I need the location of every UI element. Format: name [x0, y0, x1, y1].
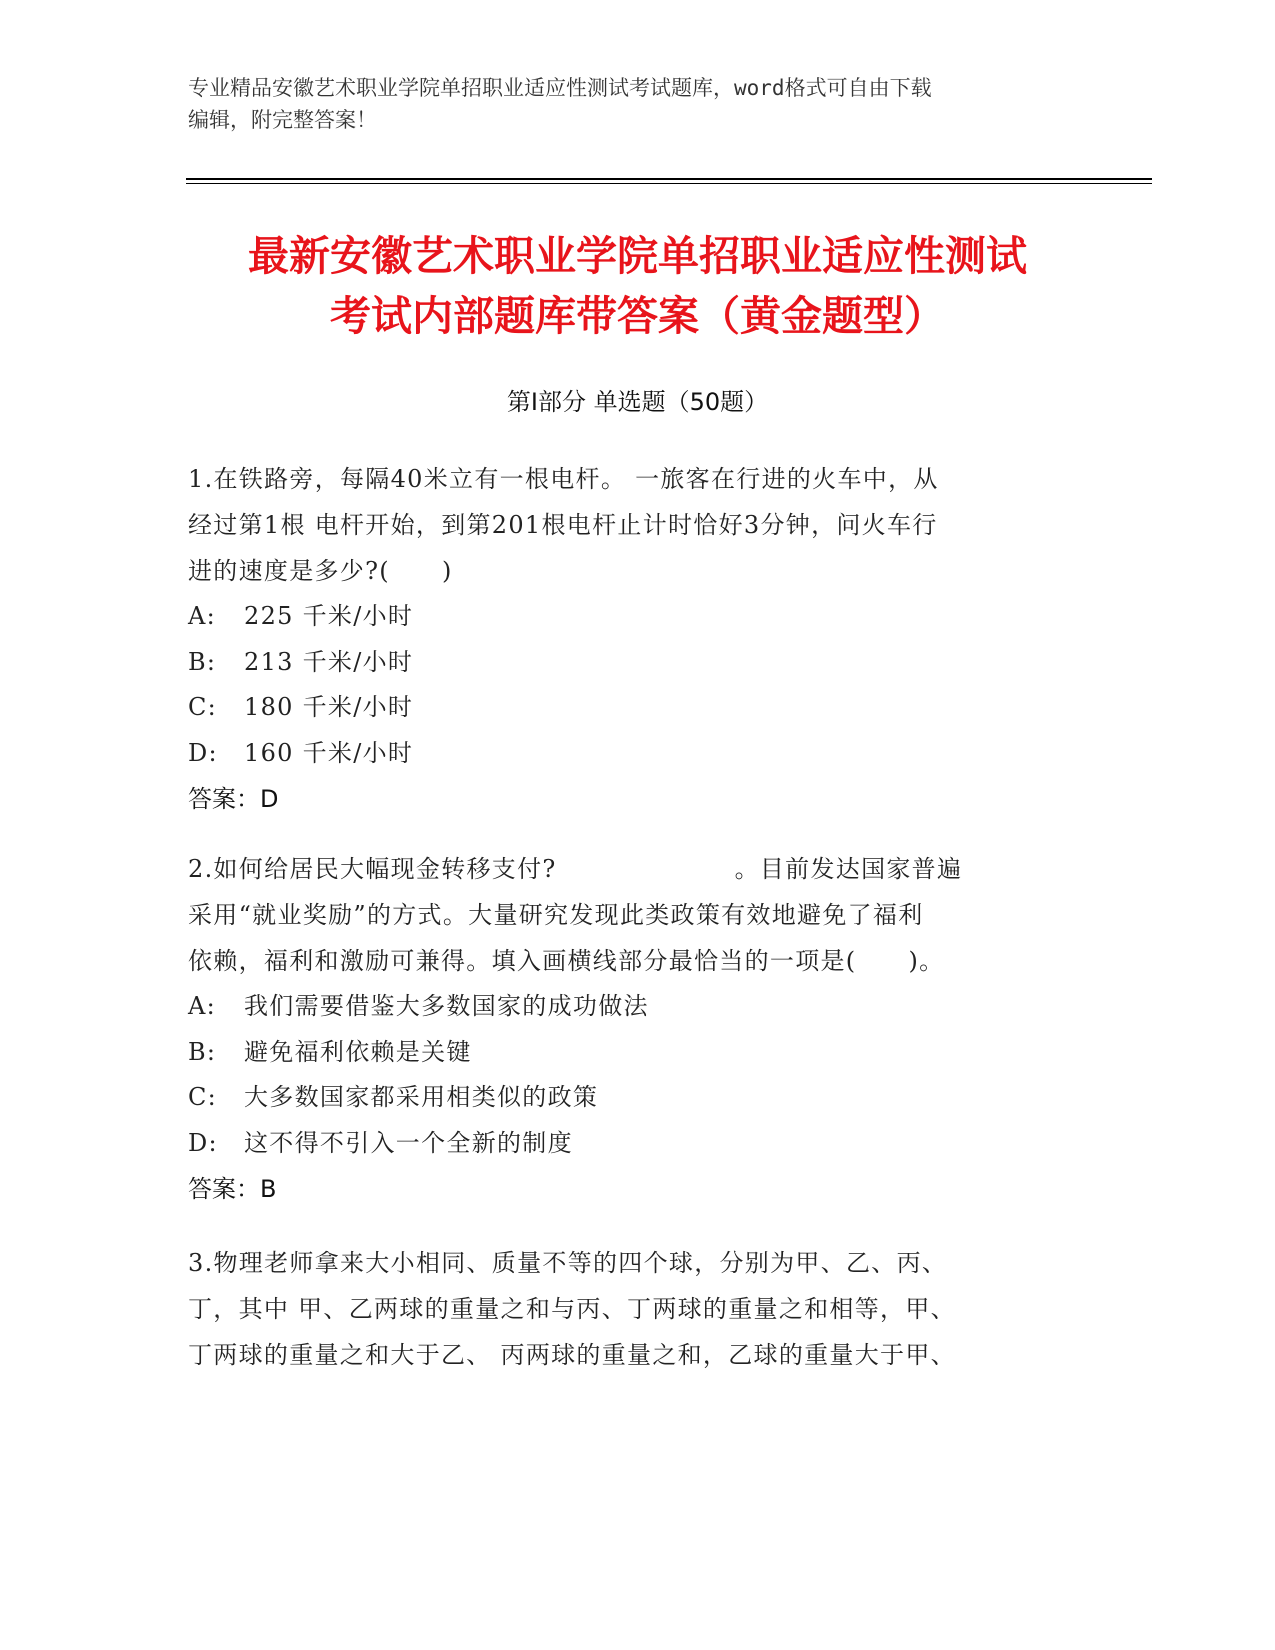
question-3: [188, 1240, 1068, 1378]
option-letter: D:: [188, 738, 218, 767]
option-letter: C:: [188, 1083, 218, 1111]
option-text: 我们需要借鉴大多数国家的成功做法: [244, 992, 649, 1020]
option-letter: A:: [188, 602, 217, 630]
option-text: 大多数国家都采用相类似的政策: [244, 1083, 599, 1111]
document-title: [120, 226, 1155, 346]
question-1-line-3-end: ): [441, 557, 453, 585]
header-rule-thin: [186, 183, 1152, 184]
header-note-line-1: 专业精品安徽艺术职业学院单招职业适应性测试考试题库，word格式可自由下载: [188, 76, 932, 100]
option-text: 180 千米/小时: [244, 693, 414, 721]
question-2-line-3: [188, 938, 1068, 984]
question-2-line-3-end: )。: [908, 947, 945, 975]
question-2-line-1-end: 。目前发达国家普遍: [734, 855, 963, 883]
question-3-line-2: 丁，其中 甲、乙两球的重量之和与丙、丁两球的重量之和相等，甲、: [188, 1295, 956, 1323]
question-2-answer: 答案：B: [188, 1175, 277, 1203]
question-3-line-1: 3.物理老师拿来大小相同、质量不等的四个球，分别为甲、乙、丙、: [188, 1249, 948, 1277]
question-2-option-a: [188, 984, 1068, 1030]
question-2-line-2: 采用“就业奖励”的方式。大量研究发现此类政策有效地避免了福利: [188, 901, 924, 929]
question-1-option-d: [188, 731, 1068, 777]
header-note-line-2: 编辑，附完整答案！: [188, 108, 377, 132]
option-text: 160 千米/小时: [244, 738, 414, 767]
question-2-option-b: [188, 1030, 1068, 1076]
header-note: [188, 72, 1088, 136]
option-letter: B:: [188, 1037, 217, 1066]
option-text: 225 千米/小时: [244, 602, 414, 630]
question-1-option-b: [188, 640, 1068, 686]
header-rule-thick: [186, 178, 1152, 180]
question-2-option-d: [188, 1121, 1068, 1167]
option-letter: B:: [188, 647, 217, 676]
option-text: 这不得不引入一个全新的制度: [244, 1128, 573, 1157]
question-2-option-c: [188, 1075, 1068, 1121]
option-letter: A:: [188, 992, 217, 1020]
question-2-line-1: [188, 846, 1068, 892]
question-1-answer: 答案：D: [188, 785, 279, 813]
question-2-line-1-text: 2.如何给居民大幅现金转移支付?: [188, 855, 557, 883]
section-heading: 第Ⅰ部分 单选题（50题）: [506, 388, 769, 416]
question-1-line-1: 1.在铁路旁，每隔40米立有一根电杆。 一旅客在行进的火车中，从: [188, 465, 939, 493]
question-1-line-3: [188, 548, 1068, 594]
option-letter: C:: [188, 693, 218, 721]
option-text: 避免福利依赖是关键: [244, 1037, 472, 1066]
question-2: [188, 846, 1068, 1212]
question-1-option-a: [188, 594, 1068, 640]
option-text: 213 千米/小时: [244, 647, 414, 676]
question-1-line-3-text: 进的速度是多少?(: [188, 557, 390, 585]
question-2-line-3-text: 依赖，福利和激励可兼得。填入画横线部分最恰当的一项是(: [188, 947, 857, 975]
question-1-line-2: 经过第1根 电杆开始，到第201根电杆止计时恰好3分钟，问火车行: [188, 511, 938, 539]
document-title-line-2: 考试内部题库带答案（黄金题型）: [330, 292, 945, 340]
document-title-line-1: 最新安徽艺术职业学院单招职业适应性测试: [248, 232, 1027, 280]
question-1-option-c: [188, 685, 1068, 731]
question-3-line-3: 丁两球的重量之和大于乙、 丙两球的重量之和，乙球的重量大于甲、: [188, 1341, 956, 1369]
question-1: [188, 456, 1068, 822]
option-letter: D:: [188, 1128, 218, 1157]
